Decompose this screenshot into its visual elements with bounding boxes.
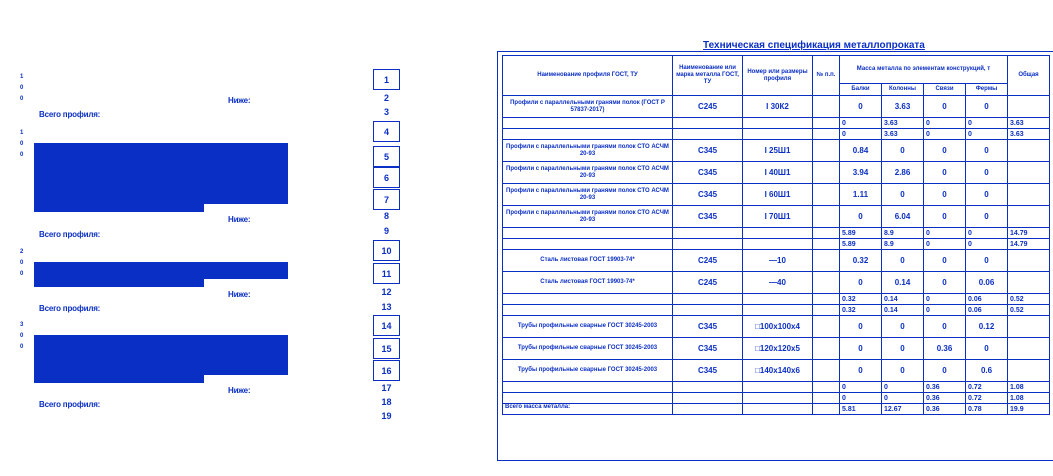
row-number: 3	[383, 107, 389, 117]
cell-steel	[673, 129, 743, 140]
cell-steel	[673, 404, 743, 415]
cell-profile: Сталь листовая ГОСТ 19903-74*	[503, 272, 673, 294]
table-row	[503, 140, 1050, 162]
cell-braces: 0.36	[924, 404, 966, 415]
cell-trusses: 0	[966, 118, 1008, 129]
cell-beams: 0	[840, 96, 882, 118]
cell-beams: 0.32	[840, 250, 882, 272]
cell-steel	[673, 305, 743, 316]
cell-braces: 0	[924, 316, 966, 338]
cell-beams: 3.94	[840, 162, 882, 184]
fill-notch	[204, 279, 288, 287]
cell-trusses: 0	[966, 129, 1008, 140]
group-marker: 0	[20, 141, 24, 147]
cell-beams: 5.89	[840, 228, 882, 239]
cell-beams: 0	[840, 393, 882, 404]
cell-steel: С345	[673, 360, 743, 382]
cell-total	[1008, 316, 1050, 338]
header-profile: Наименование профиля ГОСТ, ТУ	[503, 56, 673, 96]
cell-beams: 0	[840, 272, 882, 294]
cell-braces: 0	[924, 239, 966, 250]
cell-columns: 2.86	[882, 162, 924, 184]
cell-beams: 0	[840, 382, 882, 393]
cell-braces: 0	[924, 360, 966, 382]
group-marker: 3	[20, 322, 24, 328]
cell-size: I 60Ш1	[743, 184, 813, 206]
row-number: 2	[383, 93, 389, 103]
cell-profile: Всего масса металла:	[503, 404, 673, 415]
cell-total	[1008, 250, 1050, 272]
cell-profile	[503, 118, 673, 129]
cell-steel: С345	[673, 316, 743, 338]
header-col-columns: Колонны	[882, 84, 924, 96]
group-marker: 1	[20, 74, 24, 80]
cell-num	[813, 382, 840, 393]
cell-trusses: 0	[966, 338, 1008, 360]
cell-beams: 0.84	[840, 140, 882, 162]
cell-profile: Профили с параллельными гранями полок СТО АСЧМ 20-93	[503, 206, 673, 228]
cell-size	[743, 382, 813, 393]
header-mass-total: Общая	[1008, 56, 1050, 96]
grand-total-row	[503, 404, 1050, 415]
cell-beams: 5.89	[840, 239, 882, 250]
group-marker: 0	[20, 96, 24, 102]
cell-num	[813, 118, 840, 129]
row-number: 18	[381, 397, 392, 407]
cell-columns: 0	[882, 250, 924, 272]
cell-size: I 40Ш1	[743, 162, 813, 184]
cell-size: —10	[743, 250, 813, 272]
cell-steel: С245	[673, 96, 743, 118]
cell-num	[813, 184, 840, 206]
cell-size: □120х120х5	[743, 338, 813, 360]
group-marker: 0	[20, 344, 24, 350]
cell-columns: 3.63	[882, 118, 924, 129]
filled-profile-block	[34, 143, 288, 212]
table-row	[503, 360, 1050, 382]
cell-num	[813, 360, 840, 382]
zakaz-label: Ниже:	[228, 96, 251, 105]
zakaz-label: Ниже:	[228, 215, 251, 224]
cell-total	[1008, 96, 1050, 118]
cell-columns: 0.14	[882, 272, 924, 294]
cell-steel	[673, 239, 743, 250]
table-row	[503, 250, 1050, 272]
table-row	[503, 316, 1050, 338]
cell-columns: 0	[882, 382, 924, 393]
cell-steel	[673, 382, 743, 393]
cell-braces: 0	[924, 96, 966, 118]
cell-columns: 0	[882, 140, 924, 162]
table-row	[503, 206, 1050, 228]
group-marker: 0	[20, 152, 24, 158]
cell-beams: 0	[840, 118, 882, 129]
cell-trusses: 0	[966, 228, 1008, 239]
header-col-trusses: Фермы	[966, 84, 1008, 96]
cell-steel: С245	[673, 250, 743, 272]
cell-size	[743, 404, 813, 415]
cell-trusses: 0.06	[966, 305, 1008, 316]
cell-size: I 30К2	[743, 96, 813, 118]
cell-profile: Профили с параллельными гранями полок СТО АСЧМ 20-93	[503, 162, 673, 184]
zakaz-label: Ниже:	[228, 290, 251, 299]
cell-trusses: 0	[966, 96, 1008, 118]
cell-profile	[503, 239, 673, 250]
cell-size: I 25Ш1	[743, 140, 813, 162]
row-number: 8	[383, 211, 389, 221]
row-number: 17	[381, 383, 392, 393]
cell-num	[813, 250, 840, 272]
table-row	[503, 184, 1050, 206]
cell-profile	[503, 129, 673, 140]
cell-profile: Сталь листовая ГОСТ 19903-74*	[503, 250, 673, 272]
cell-total	[1008, 272, 1050, 294]
cell-braces: 0.36	[924, 382, 966, 393]
cell-num	[813, 294, 840, 305]
subtotal-row	[503, 393, 1050, 404]
subtotal-row	[503, 305, 1050, 316]
cell-num	[813, 140, 840, 162]
row-number: 19	[381, 411, 392, 421]
cell-num	[813, 239, 840, 250]
row-number-box: 11	[373, 263, 400, 284]
cell-size: □100х100х4	[743, 316, 813, 338]
cell-braces: 0	[924, 272, 966, 294]
cell-total: 3.63	[1008, 129, 1050, 140]
cell-braces: 0	[924, 184, 966, 206]
subtotal-row	[503, 382, 1050, 393]
cell-total	[1008, 206, 1050, 228]
cell-num	[813, 129, 840, 140]
cell-trusses: 0.06	[966, 294, 1008, 305]
cell-steel: С345	[673, 338, 743, 360]
cell-steel: С245	[673, 272, 743, 294]
cell-braces: 0	[924, 228, 966, 239]
group-marker: 0	[20, 260, 24, 266]
cell-braces: 0	[924, 140, 966, 162]
cell-total: 19.9	[1008, 404, 1050, 415]
table-row	[503, 96, 1050, 118]
cell-beams: 0.32	[840, 305, 882, 316]
cell-total: 1.08	[1008, 393, 1050, 404]
cell-columns: 12.67	[882, 404, 924, 415]
header-size: Номер или размеры профиля	[743, 56, 813, 96]
cell-profile	[503, 305, 673, 316]
cell-num	[813, 338, 840, 360]
total-profile-label: Всего профиля:	[39, 110, 101, 119]
header-steel: Наименование или марка металла ГОСТ, ТУ	[673, 56, 743, 96]
cell-total	[1008, 360, 1050, 382]
cell-total: 14.79	[1008, 228, 1050, 239]
group-marker: 0	[20, 271, 24, 277]
cell-trusses: 0	[966, 206, 1008, 228]
cell-columns: 0.14	[882, 305, 924, 316]
cell-braces: 0	[924, 305, 966, 316]
cell-columns: 0	[882, 184, 924, 206]
cell-braces: 0	[924, 250, 966, 272]
cell-profile	[503, 382, 673, 393]
cell-columns: 6.04	[882, 206, 924, 228]
cell-trusses: 0.12	[966, 316, 1008, 338]
cell-profile: Трубы профильные сварные ГОСТ 30245-2003	[503, 338, 673, 360]
row-number-box: 7	[373, 189, 400, 210]
zakaz-label: Ниже:	[228, 386, 251, 395]
cell-steel: С345	[673, 162, 743, 184]
header-mass-group: Масса металла по элементам конструкций, т	[840, 56, 1008, 84]
cell-steel	[673, 393, 743, 404]
cell-beams: 0	[840, 129, 882, 140]
header-num: № п.п.	[813, 56, 840, 96]
cell-columns: 8.9	[882, 239, 924, 250]
spec-table	[502, 55, 1050, 415]
cell-profile	[503, 228, 673, 239]
cell-beams: 0.32	[840, 294, 882, 305]
row-number-box: 5	[373, 146, 400, 167]
cell-total	[1008, 184, 1050, 206]
fill-notch	[204, 204, 288, 212]
cell-steel: С345	[673, 206, 743, 228]
cell-profile: Профили с параллельными гранями полок (ГОСТ Р 57837-2017)	[503, 96, 673, 118]
cell-braces: 0	[924, 294, 966, 305]
cell-braces: 0	[924, 129, 966, 140]
cell-beams: 5.81	[840, 404, 882, 415]
cell-num	[813, 404, 840, 415]
cell-num	[813, 316, 840, 338]
row-number: 9	[383, 226, 389, 236]
cell-columns: 0	[882, 316, 924, 338]
cell-total	[1008, 162, 1050, 184]
cell-trusses: 0	[966, 184, 1008, 206]
cell-size: □140х140х6	[743, 360, 813, 382]
cell-size	[743, 305, 813, 316]
cell-columns: 0	[882, 338, 924, 360]
group-marker: 0	[20, 333, 24, 339]
table-row	[503, 338, 1050, 360]
row-number-box: 1	[373, 69, 400, 90]
cell-num	[813, 96, 840, 118]
cell-steel: С345	[673, 140, 743, 162]
subtotal-row	[503, 228, 1050, 239]
cell-columns: 3.63	[882, 129, 924, 140]
cell-columns: 8.9	[882, 228, 924, 239]
cell-trusses: 0.6	[966, 360, 1008, 382]
cell-num	[813, 162, 840, 184]
cell-size: I 70Ш1	[743, 206, 813, 228]
row-number-box: 6	[373, 167, 400, 188]
cell-columns: 0	[882, 360, 924, 382]
cell-trusses: 0.72	[966, 393, 1008, 404]
row-number: 13	[381, 302, 392, 312]
row-number-box: 15	[373, 338, 400, 359]
row-number-box: 16	[373, 360, 400, 381]
group-marker: 0	[20, 85, 24, 91]
header-col-beams: Балки	[840, 84, 882, 96]
cell-braces: 0	[924, 118, 966, 129]
cell-trusses: 0.78	[966, 404, 1008, 415]
total-profile-label: Всего профиля:	[39, 230, 101, 239]
cell-braces: 0.36	[924, 393, 966, 404]
cell-steel	[673, 228, 743, 239]
cell-beams: 0	[840, 206, 882, 228]
cell-profile	[503, 294, 673, 305]
cell-profile: Трубы профильные сварные ГОСТ 30245-2003	[503, 316, 673, 338]
cell-num	[813, 272, 840, 294]
fill-notch	[204, 375, 288, 383]
cell-columns: 0	[882, 393, 924, 404]
cell-total: 1.08	[1008, 382, 1050, 393]
row-number-box: 4	[373, 121, 400, 142]
subtotal-row	[503, 118, 1050, 129]
cell-beams: 0	[840, 338, 882, 360]
cell-trusses: 0	[966, 250, 1008, 272]
subtotal-row	[503, 294, 1050, 305]
spec-title: Техническая спецификация металлопроката	[703, 40, 925, 51]
cell-columns: 3.63	[882, 96, 924, 118]
cell-total: 3.63	[1008, 118, 1050, 129]
cell-total: 0.52	[1008, 294, 1050, 305]
cell-steel	[673, 294, 743, 305]
spec-body	[503, 96, 1050, 415]
cell-total: 14.79	[1008, 239, 1050, 250]
cell-profile: Профили с параллельными гранями полок СТО АСЧМ 20-93	[503, 140, 673, 162]
total-profile-label: Всего профиля:	[39, 400, 101, 409]
cell-trusses: 0	[966, 239, 1008, 250]
cell-num	[813, 305, 840, 316]
cell-total	[1008, 140, 1050, 162]
cell-columns: 0.14	[882, 294, 924, 305]
cell-trusses: 0	[966, 140, 1008, 162]
row-number-box: 14	[373, 315, 400, 336]
cell-beams: 0	[840, 316, 882, 338]
cell-profile: Трубы профильные сварные ГОСТ 30245-2003	[503, 360, 673, 382]
cell-size	[743, 294, 813, 305]
cell-trusses: 0	[966, 162, 1008, 184]
header-col-braces: Связи	[924, 84, 966, 96]
cell-size: —40	[743, 272, 813, 294]
cell-trusses: 0.72	[966, 382, 1008, 393]
cell-num	[813, 206, 840, 228]
cell-total: 0.52	[1008, 305, 1050, 316]
cell-profile: Профили с параллельными гранями полок СТО АСЧМ 20-93	[503, 184, 673, 206]
cell-braces: 0.36	[924, 338, 966, 360]
row-number: 12	[381, 287, 392, 297]
cell-steel	[673, 118, 743, 129]
cell-braces: 0	[924, 206, 966, 228]
cell-trusses: 0.06	[966, 272, 1008, 294]
cell-size	[743, 239, 813, 250]
total-profile-label: Всего профиля:	[39, 304, 101, 313]
subtotal-row	[503, 239, 1050, 250]
cell-size	[743, 228, 813, 239]
cell-size	[743, 393, 813, 404]
table-row	[503, 162, 1050, 184]
row-number-box: 10	[373, 240, 400, 261]
subtotal-row	[503, 129, 1050, 140]
group-marker: 1	[20, 130, 24, 136]
cell-steel: С345	[673, 184, 743, 206]
cell-braces: 0	[924, 162, 966, 184]
cell-total	[1008, 338, 1050, 360]
cell-beams: 0	[840, 360, 882, 382]
cell-num	[813, 393, 840, 404]
cell-size	[743, 118, 813, 129]
table-row	[503, 272, 1050, 294]
cell-beams: 1.11	[840, 184, 882, 206]
cell-profile	[503, 393, 673, 404]
group-marker: 2	[20, 249, 24, 255]
cell-num	[813, 228, 840, 239]
cell-size	[743, 129, 813, 140]
